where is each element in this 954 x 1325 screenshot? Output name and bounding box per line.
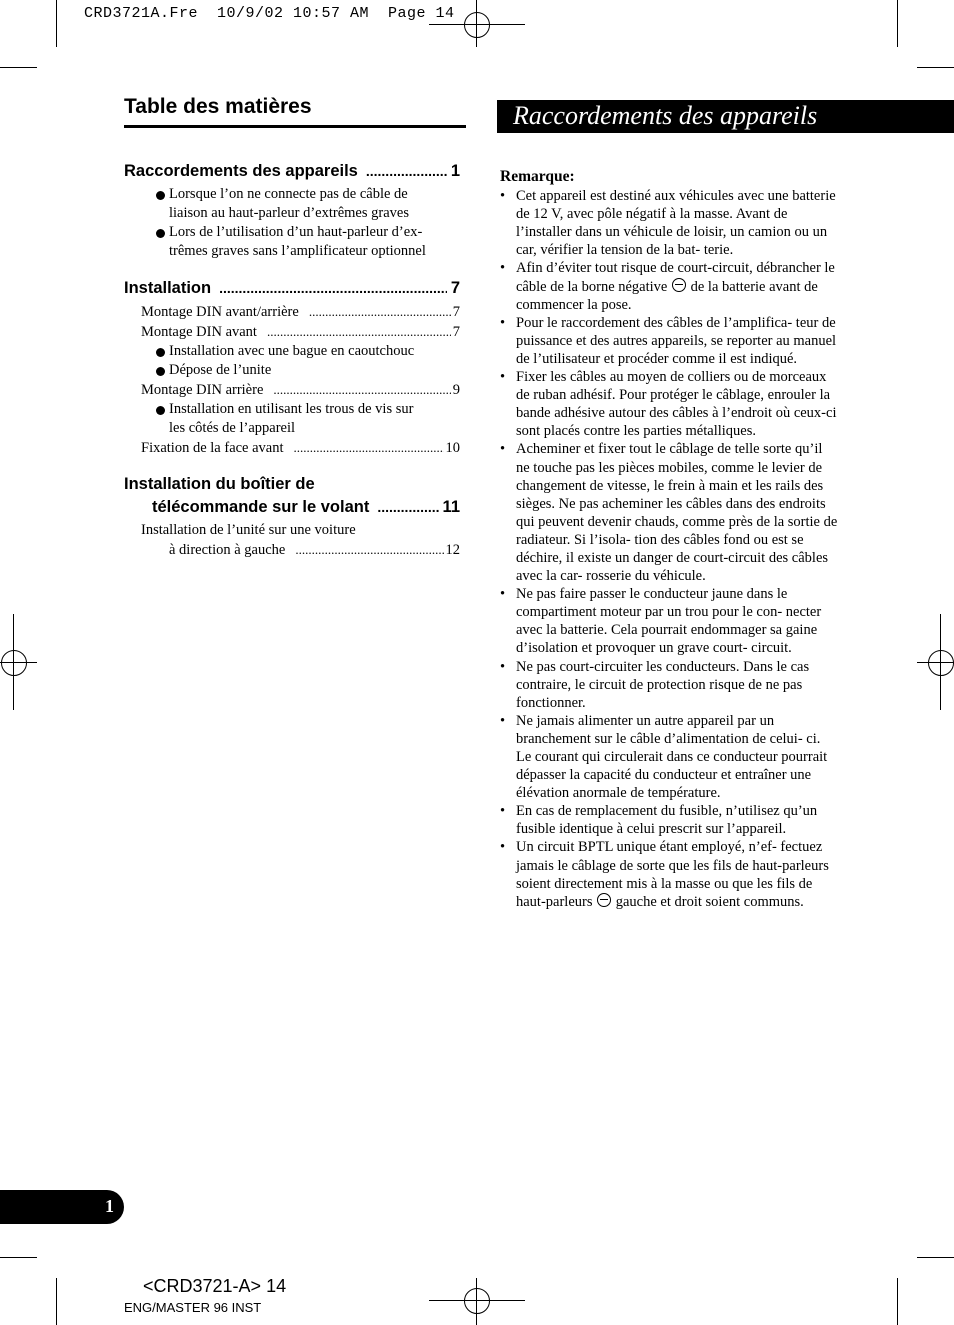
- toc-bullet[interactable]: [124, 223, 460, 261]
- section-banner: [497, 100, 954, 133]
- note-text: Un circuit BPTL unique étant employé, n’ef- fectuez jamais le câblage de sorte que les fils de haut-parleurs soient directement mis à la masse ou que les fils de haut-parleurs: [516, 839, 829, 910]
- footer-master: ENG/MASTER 96 INST: [124, 1300, 262, 1315]
- toc-bullet-line: Lorsque l’on ne connecte pas de câble de: [169, 186, 408, 202]
- note-text: de la batterie avant de commencer la pose.: [516, 278, 818, 313]
- notes-panel: [500, 168, 838, 911]
- toc-entry-label: Montage DIN avant/arrière: [141, 304, 299, 320]
- crop-mark: [56, 0, 57, 47]
- registration-mark: [464, 12, 490, 38]
- minus-terminal-icon: [597, 893, 611, 907]
- section-banner-title: Raccordements des appareils: [513, 101, 818, 130]
- note-item: • En cas de remplacement du fusible, n’utilisez qu’un fusible identique à celui prescrit sur l’appareil.: [500, 802, 838, 838]
- toc-bullet-line: Installation en utilisant les trous de vis sur: [169, 401, 414, 417]
- toc-section-page: 7: [450, 279, 460, 297]
- minus-terminal-icon: [672, 278, 686, 292]
- page-number: 1: [105, 1196, 114, 1216]
- note-text: gauche et droit soient communs.: [615, 893, 804, 910]
- footer-code: <CRD3721-A> 14: [143, 1276, 287, 1296]
- toc-bullet-line: les côtés de l’appareil: [169, 420, 296, 436]
- toc-entry-label: Fixation de la face avant: [141, 440, 284, 456]
- leader-dots: [309, 302, 451, 321]
- page-number-tab: [0, 1190, 124, 1224]
- toc-entry-label: Montage DIN avant: [141, 324, 257, 340]
- toc-bullet[interactable]: [124, 185, 460, 223]
- toc-entry-label: Montage DIN arrière: [141, 382, 264, 398]
- crop-mark: [897, 0, 898, 47]
- toc-entry-page: 10: [445, 440, 460, 456]
- toc-entry[interactable]: [124, 322, 460, 342]
- toc-section[interactable]: [124, 475, 460, 494]
- registration-mark: [464, 1288, 490, 1314]
- toc-entry[interactable]: [124, 540, 460, 560]
- toc-entry-page: 7: [452, 304, 460, 320]
- toc-entry[interactable]: [124, 438, 460, 458]
- toc-bullet-line: trêmes graves sans l’amplificateur optionnel: [169, 243, 426, 259]
- leader-dots: [377, 499, 438, 515]
- toc-section[interactable]: [124, 162, 460, 181]
- table-of-contents: [124, 162, 460, 560]
- toc-entry-label: à direction à gauche: [169, 542, 286, 558]
- toc-entry-page: 7: [452, 324, 460, 340]
- toc-entry[interactable]: [124, 302, 460, 322]
- leader-dots: [366, 163, 447, 179]
- note-item: • Cet appareil est destiné aux véhicules avec une batterie de 12 V, avec pôle négatif à la masse. Avant de l’installer dans un véhicule de loisir, un camion ou un car, vérifier la tension de la bat- terie.: [500, 187, 838, 259]
- note-item: • Ne pas faire passer le conducteur jaune dans le compartiment moteur par un trou pour le con- necter avec la batterie. Cela pourrait endommager sa gaine d’isolation et provoquer un grave court- circuit.: [500, 585, 838, 657]
- toc-bullet-line: Lors de l’utilisation d’un haut-parleur d’ex-: [169, 224, 423, 240]
- leader-dots: [273, 380, 450, 399]
- toc-bullet-line: liaison au haut-parleur d’extrêmes graves: [169, 205, 409, 221]
- toc-entry[interactable]: [124, 521, 460, 540]
- toc-section-title: Raccordements des appareils: [124, 162, 358, 180]
- crop-mark: [0, 1257, 37, 1258]
- toc-bullet-line: Dépose de l’unite: [169, 362, 272, 378]
- crop-mark: [917, 1257, 954, 1258]
- toc-rule: [124, 125, 466, 128]
- note-item: [500, 259, 838, 313]
- toc-section-page: 11: [442, 498, 460, 516]
- note-item: • Ne pas court-circuiter les conducteurs. Dans le cas contraire, le circuit de protection risque de ne pas fonctionner.: [500, 658, 838, 712]
- crop-mark: [56, 1278, 57, 1325]
- registration-mark: [1, 650, 27, 676]
- leader-dots: [294, 438, 444, 457]
- toc-bullet[interactable]: [124, 361, 460, 380]
- toc-entry-page: 12: [445, 542, 460, 558]
- toc-entry-page: 9: [452, 382, 460, 398]
- leader-dots: [267, 322, 451, 341]
- toc-bullet[interactable]: [124, 400, 460, 438]
- notes-heading: Remarque:: [500, 168, 575, 185]
- toc-section-page: 1: [450, 162, 460, 180]
- toc-bullet-line: Installation avec une bague en caoutchouc: [169, 343, 415, 359]
- print-slug: CRD3721A.Fre 10/9/02 10:57 AM Page 14: [84, 5, 455, 22]
- note-item: • Pour le raccordement des câbles de l’amplifica- teur de puissance et des autres appareils, se reporter au manuel de l’utilisateur et procéder comme il est indiqué.: [500, 314, 838, 368]
- toc-section[interactable]: [124, 498, 460, 517]
- crop-mark: [917, 67, 954, 68]
- note-item: • Acheminer et fixer tout le câblage de telle sorte qu’il ne touche pas les pièces mobiles, comme le levier de changement de vitesse, le frein à main et les rails des sièges. Ne pas acheminer les câbles dans des endroits qui peuvent devenir chauds, comme près de la sortie de radiateur. Si l’isola- tion des câbles fond ou est se déchire, il existe un danger de court-circuit des câbles avec la car- rosserie du véhicule.: [500, 440, 838, 585]
- toc-entry-label: Installation de l’unité sur une voiture: [141, 522, 356, 538]
- note-item: [500, 838, 838, 910]
- crop-mark: [897, 1278, 898, 1325]
- toc-bullet[interactable]: [124, 342, 460, 361]
- toc-title: Table des matières: [124, 95, 312, 118]
- toc-entry[interactable]: [124, 380, 460, 400]
- leader-dots: [295, 540, 443, 559]
- note-item: • Fixer les câbles au moyen de colliers ou de morceaux de ruban adhésif. Pour protéger le câblage, enrouler la bande adhésive autour des câbles à l’endroit où ceux-ci sont placés contre les parties métalliques.: [500, 368, 838, 440]
- note-item: • Ne jamais alimenter un autre appareil par un branchement sur le câble d’alimentation de celui- ci. Le courant qui circulerait dans ce conducteur pourrait dépasser la capacité du conducteur et entraîner une élévation anormale de température.: [500, 712, 838, 802]
- toc-section-title: Installation du boîtier de: [124, 475, 315, 493]
- toc-section[interactable]: [124, 279, 460, 298]
- crop-mark: [0, 67, 37, 68]
- registration-mark: [928, 650, 954, 676]
- leader-dots: [219, 280, 447, 296]
- note-text: Afin d’éviter tout risque de court-circuit, débrancher le câble de la borne négative: [516, 260, 835, 295]
- toc-section-title: télécommande sur le volant: [152, 498, 370, 516]
- toc-section-title: Installation: [124, 279, 212, 297]
